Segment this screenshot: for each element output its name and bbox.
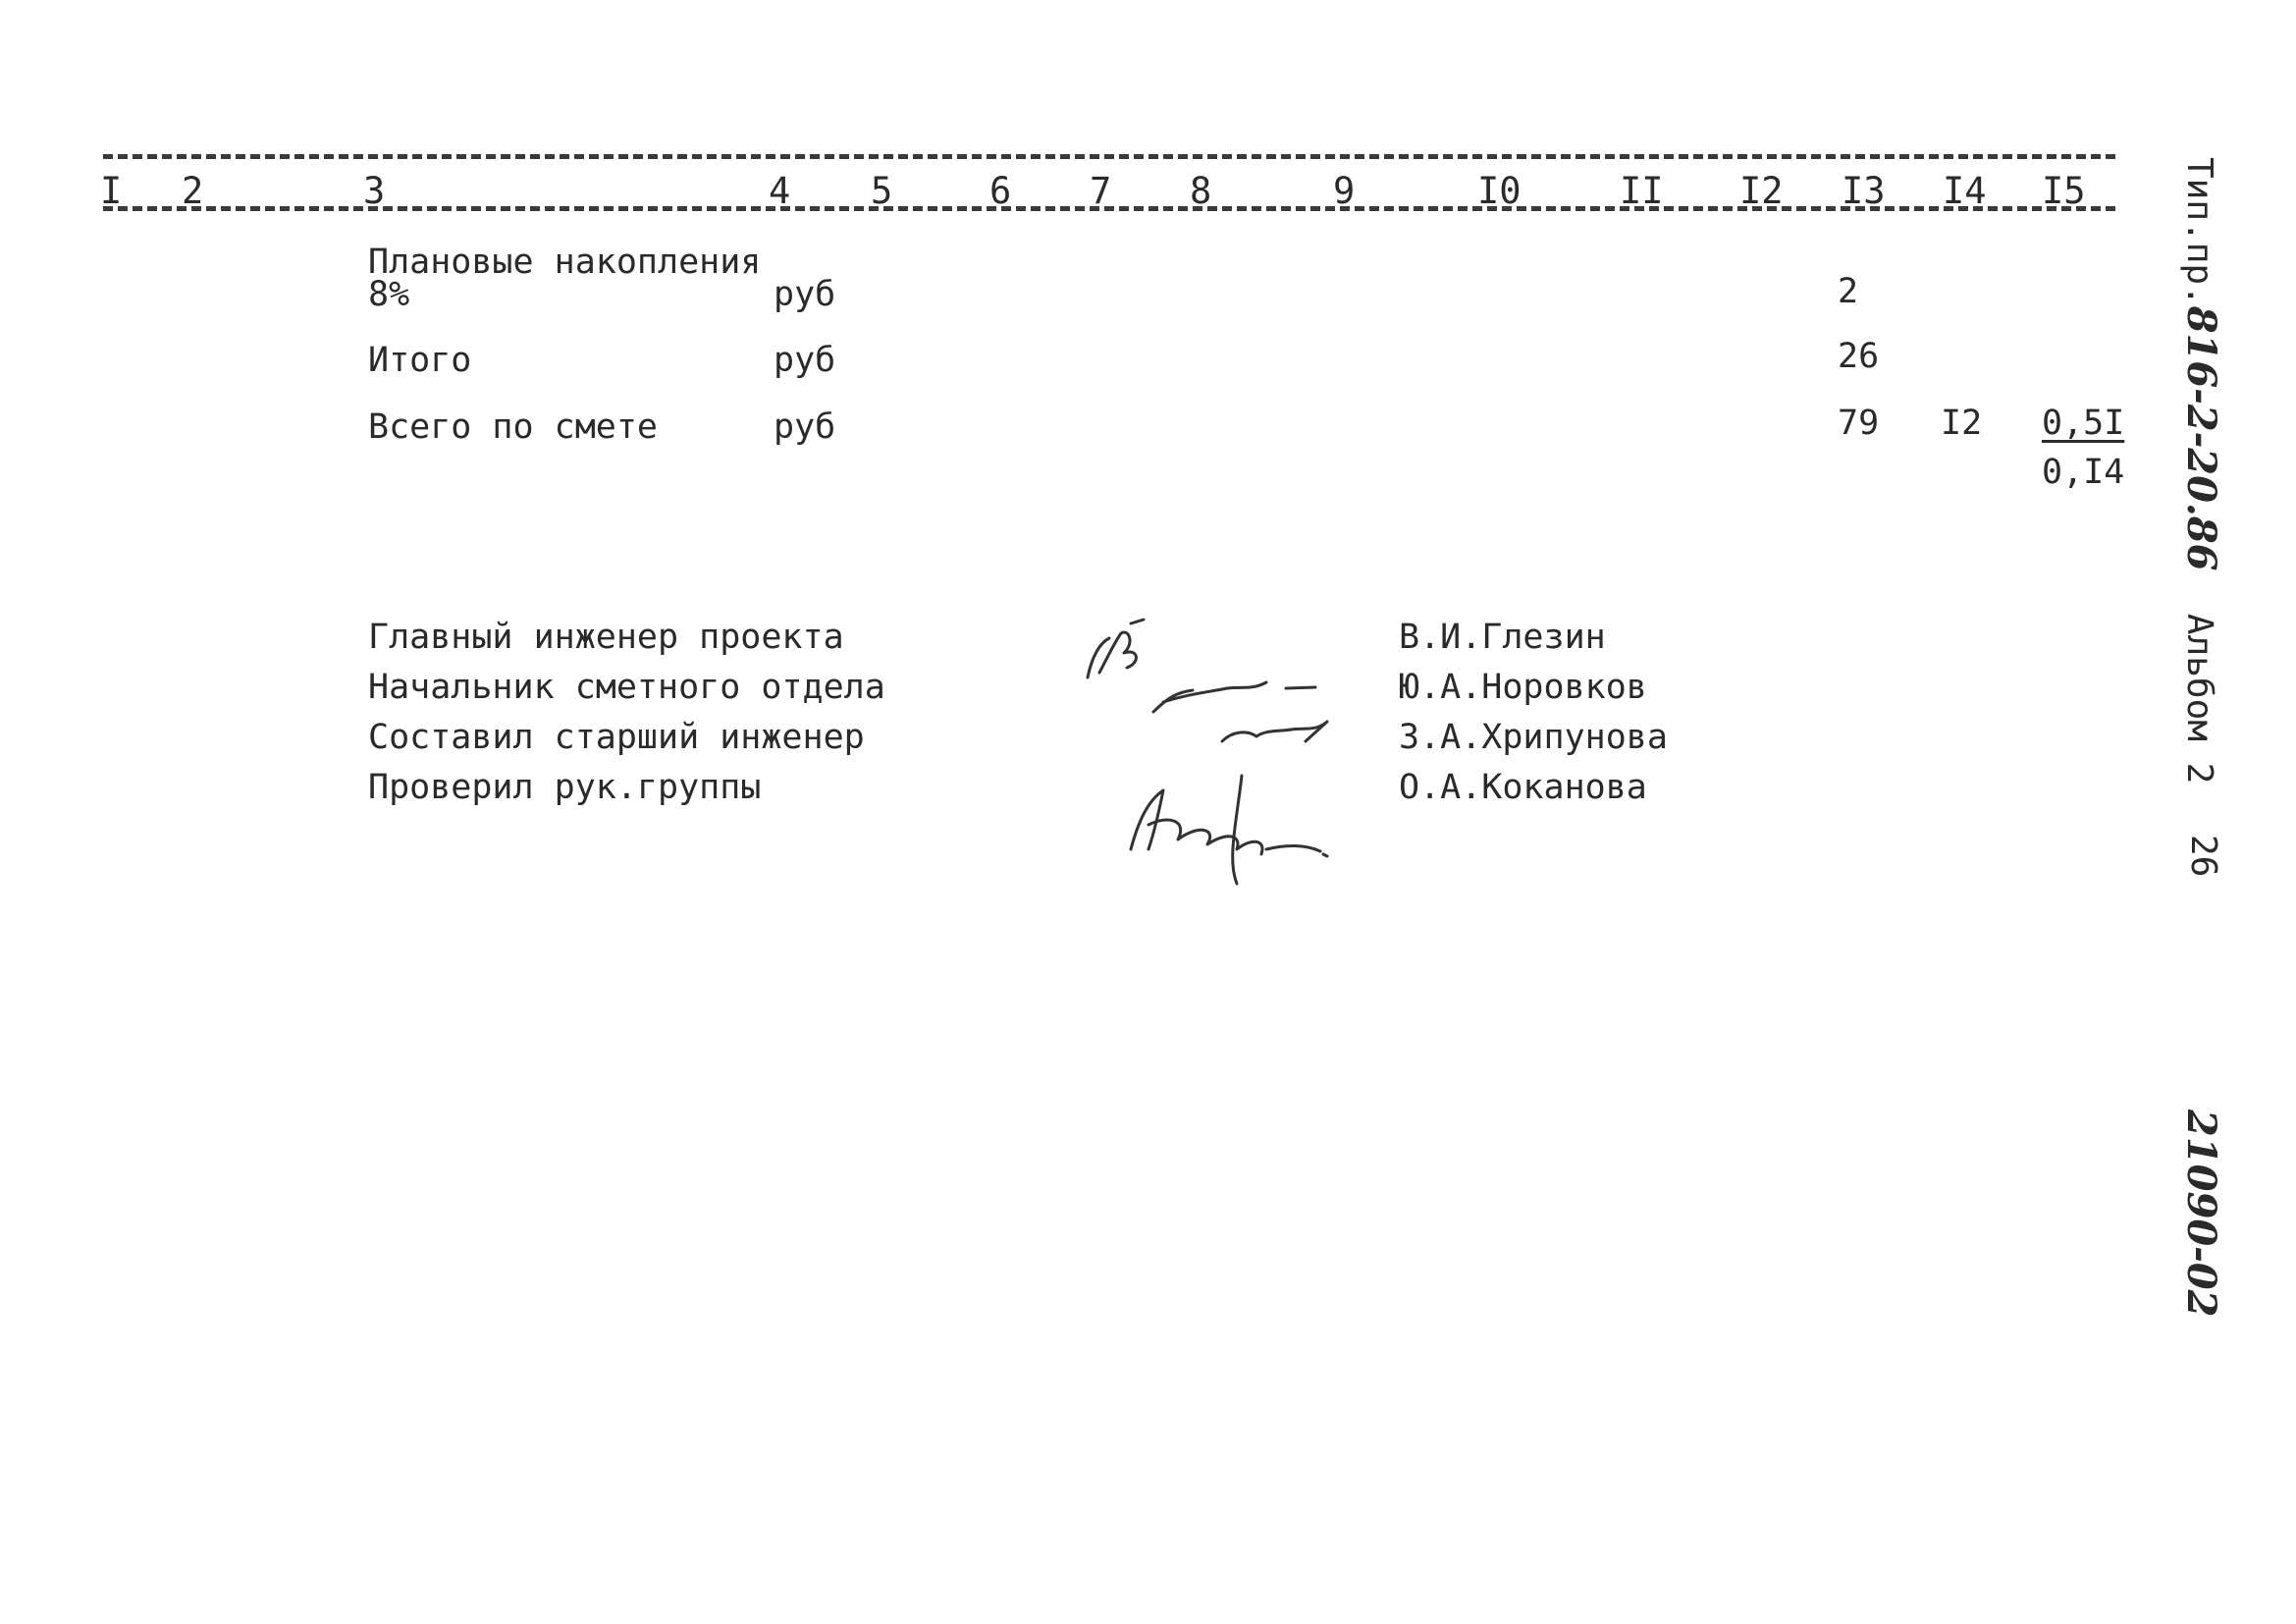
signatory-name: О.А.Коканова bbox=[1399, 768, 1647, 807]
column-number: I bbox=[100, 170, 123, 212]
column-number: 8 bbox=[1190, 170, 1212, 212]
signatory-role: Начальник сметного отдела bbox=[368, 668, 885, 707]
signatory-name: Ю.А.Норовков bbox=[1399, 668, 1647, 707]
column-number: I0 bbox=[1477, 170, 1522, 212]
row-value-col13: 79 bbox=[1838, 404, 1880, 443]
signature-stroke bbox=[1131, 776, 1327, 884]
album-label: Альбом 2 bbox=[2179, 613, 2219, 785]
signatory-role: Составил старший инженер bbox=[368, 718, 865, 757]
signature-stroke bbox=[1088, 620, 1144, 677]
row-value-col13: 2 bbox=[1838, 272, 1859, 311]
row-unit: руб bbox=[774, 407, 836, 447]
row-value-col13: 26 bbox=[1838, 337, 1880, 376]
project-code-prefix: Тип.пр. bbox=[2179, 157, 2219, 306]
margin-project-code bbox=[2178, 157, 2224, 785]
page-number: 26 bbox=[2183, 835, 2223, 878]
signatory-name: В.И.Глезин bbox=[1399, 618, 1606, 657]
column-number: I5 bbox=[2042, 170, 2086, 212]
column-number: 3 bbox=[363, 170, 386, 212]
project-code-number: 816-2-20.86 bbox=[2178, 305, 2224, 571]
row-value-col14: I2 bbox=[1941, 404, 1983, 443]
column-number: 4 bbox=[769, 170, 791, 212]
row-value-col15-denominator: 0,I4 bbox=[2042, 453, 2125, 492]
signatory-role: Проверил рук.группы bbox=[368, 768, 762, 807]
column-number: 7 bbox=[1090, 170, 1112, 212]
header-rule-top bbox=[103, 154, 2115, 159]
margin-page-number bbox=[2183, 835, 2223, 878]
margin-inventory-number bbox=[2178, 1110, 2224, 1318]
column-number: II bbox=[1620, 170, 1664, 212]
row-unit: руб bbox=[774, 341, 836, 380]
signatory-role: Главный инженер проекта bbox=[368, 618, 844, 657]
row-label: Плановые накопления bbox=[368, 243, 762, 282]
signature-stroke bbox=[1222, 722, 1327, 741]
column-number: 9 bbox=[1333, 170, 1356, 212]
column-number: I3 bbox=[1842, 170, 1886, 212]
signature-stroke bbox=[1153, 682, 1315, 712]
column-number: I4 bbox=[1943, 170, 1987, 212]
inventory-number: 21090-02 bbox=[2178, 1110, 2224, 1318]
handwritten-signatures bbox=[1070, 604, 1404, 898]
row-unit: руб bbox=[774, 275, 836, 314]
column-number: 5 bbox=[871, 170, 893, 212]
column-number: 6 bbox=[989, 170, 1012, 212]
column-number: 2 bbox=[182, 170, 204, 212]
row-value-col15-numerator: 0,5I bbox=[2042, 404, 2125, 443]
row-label: Всего по смете bbox=[368, 407, 659, 447]
signatory-name: З.А.Хрипунова bbox=[1399, 718, 1668, 757]
column-number: I2 bbox=[1739, 170, 1784, 212]
row-label: Итого bbox=[368, 341, 472, 380]
row-label-rate: 8% bbox=[368, 275, 410, 314]
